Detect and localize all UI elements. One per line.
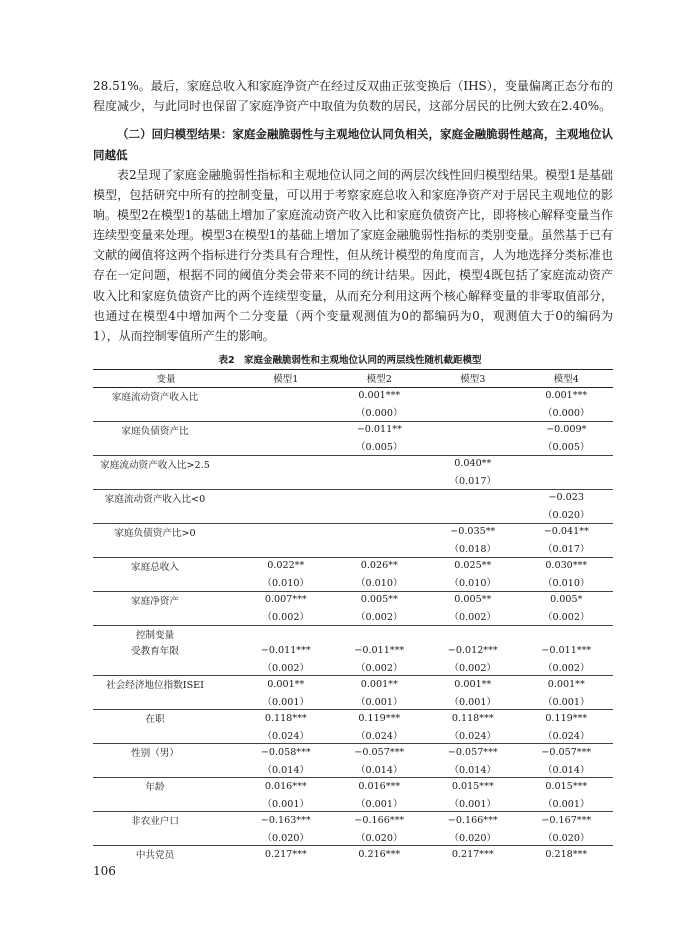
model-4-cell: （0.010） <box>542 578 590 590</box>
variable-cell: 中共党员 <box>93 846 239 863</box>
model-1-cell <box>239 421 333 438</box>
variable-cell <box>93 693 239 710</box>
model-1-cell: 0.016*** <box>239 778 333 795</box>
model-1-cell: 0.001** <box>239 676 333 693</box>
model-2-cell: （0.002） <box>355 662 403 674</box>
variable-cell: 社会经济地位指数ISEI <box>93 676 239 693</box>
model-4-cell <box>520 625 614 642</box>
table-row <box>93 778 613 795</box>
model-3-cell: （0.001） <box>449 798 497 810</box>
model-3-cell: （0.001） <box>449 696 497 708</box>
model-3-cell: （0.002） <box>449 662 497 674</box>
model-4-cell: 0.001*** <box>545 390 588 402</box>
model-3-cell <box>426 438 520 455</box>
model-1-cell: （0.014） <box>262 764 310 776</box>
section-heading: （二）回归模型结果：家庭金融脆弱性与主观地位认同负相关，家庭金融脆弱性越高，主观地位认同越低 <box>93 127 613 162</box>
model-4-cell: −0.009* <box>520 421 614 438</box>
model-2-cell: 0.026** <box>333 557 427 574</box>
model-4-cell: 0.119*** <box>520 710 614 727</box>
variable-cell: 非农业户口 <box>93 812 239 829</box>
header-model-1: 模型1 <box>239 370 333 388</box>
variable-cell <box>93 574 239 591</box>
model-3-cell: （0.024） <box>449 730 497 742</box>
header-model-3: 模型3 <box>426 370 520 388</box>
table-row <box>93 574 613 591</box>
variable-cell <box>93 659 239 676</box>
table-row <box>93 642 613 659</box>
page-number: 106 <box>93 864 116 878</box>
model-1-cell: （0.002） <box>262 662 310 674</box>
model-1-cell <box>239 506 333 523</box>
model-3-cell: （0.020） <box>449 832 497 844</box>
model-4-cell: （0.024） <box>542 730 590 742</box>
variable-cell: 年龄 <box>93 778 239 795</box>
model-2-cell: 0.001*** <box>358 390 401 402</box>
table-row <box>93 761 613 778</box>
model-3-cell <box>426 404 520 421</box>
header-variable: 变量 <box>93 370 239 388</box>
header-model-4: 模型4 <box>520 370 614 388</box>
model-1-cell: （0.020） <box>262 832 310 844</box>
table-row <box>93 710 613 727</box>
table-row <box>93 812 613 829</box>
variable-cell <box>93 506 239 523</box>
variable-cell: 家庭负债资产比 <box>93 421 239 438</box>
paragraph-intro: 28.51%。最后，家庭总收入和家庭净资产在经过反双曲正弦变换后（IHS），变量偏离正态分布的程度减少，与此同时也保留了家庭净资产中取值为负数的居民，这部分居民的比例大致在2.40%。 <box>93 79 613 114</box>
model-3-cell: （0.010） <box>449 578 497 590</box>
table-row <box>93 557 613 574</box>
table-row <box>93 744 613 761</box>
model-2-cell <box>333 540 427 557</box>
table-row <box>93 727 613 744</box>
variable-cell: 控制变量 <box>93 625 239 642</box>
variable-cell <box>93 761 239 778</box>
model-2-cell: （0.001） <box>355 798 403 810</box>
model-2-cell: −0.011** <box>333 421 427 438</box>
model-2-cell: （0.010） <box>355 578 403 590</box>
model-3-cell <box>426 625 520 642</box>
table-row <box>93 693 613 710</box>
model-2-cell <box>333 455 427 472</box>
variable-cell <box>93 795 239 812</box>
model-4-cell: （0.005） <box>542 442 590 454</box>
model-2-cell: （0.014） <box>355 764 403 776</box>
model-4-cell: 0.030*** <box>520 557 614 574</box>
table-row <box>93 846 613 863</box>
model-2-cell: 0.005** <box>333 591 427 608</box>
variable-cell <box>93 472 239 489</box>
table-row <box>93 591 613 608</box>
model-4-cell: （0.001） <box>542 696 590 708</box>
model-4-cell: 0.001** <box>520 676 614 693</box>
model-2-cell: （0.002） <box>355 612 403 624</box>
model-2-cell: −0.011*** <box>354 644 405 656</box>
model-4-cell: −0.023 <box>520 489 614 506</box>
table-row <box>93 659 613 676</box>
table-row <box>93 523 613 540</box>
model-4-cell: −0.057*** <box>520 744 614 761</box>
model-3-cell: −0.166*** <box>426 812 520 829</box>
model-1-cell: （0.001） <box>262 696 310 708</box>
model-1-cell: 0.022** <box>239 557 333 574</box>
variable-cell <box>93 608 239 625</box>
variable-cell: 家庭总收入 <box>93 557 239 574</box>
table-row <box>93 438 613 455</box>
variable-cell <box>93 438 239 455</box>
model-4-cell: −0.167*** <box>520 812 614 829</box>
table-row <box>93 404 613 421</box>
variable-cell: 家庭负债资产比>0 <box>93 523 239 540</box>
model-3-cell: （0.002） <box>449 612 497 624</box>
model-3-cell <box>426 421 520 438</box>
model-3-cell: （0.018） <box>449 544 497 556</box>
model-4-cell: （0.017） <box>542 544 590 556</box>
table-row <box>93 608 613 625</box>
model-3-cell: 0.217*** <box>426 846 520 863</box>
model-2-cell: （0.005） <box>355 442 403 454</box>
model-2-cell <box>333 523 427 540</box>
model-4-cell: （0.014） <box>542 764 590 776</box>
model-3-cell <box>426 489 520 506</box>
model-3-cell: −0.057*** <box>426 744 520 761</box>
table-row <box>93 540 613 557</box>
model-4-cell: 0.015*** <box>520 778 614 795</box>
model-1-cell: （0.010） <box>262 578 310 590</box>
model-1-cell <box>239 387 333 404</box>
variable-cell: 受教育年限 <box>131 646 179 658</box>
model-4-cell: −0.041** <box>520 523 614 540</box>
table-body <box>93 387 613 863</box>
model-3-cell: −0.012*** <box>447 644 498 656</box>
model-2-cell <box>333 506 427 523</box>
table-header-row <box>93 370 613 388</box>
table-row <box>93 676 613 693</box>
model-4-cell: （0.000） <box>542 408 590 420</box>
model-2-cell: 0.001** <box>333 676 427 693</box>
model-2-cell: （0.000） <box>355 408 403 420</box>
model-4-cell: （0.002） <box>542 662 590 674</box>
variable-cell: 家庭流动资产收入比>2.5 <box>93 455 239 472</box>
model-4-cell: （0.020） <box>542 510 590 522</box>
table-row <box>93 455 613 472</box>
table-row <box>93 625 613 642</box>
model-3-cell <box>426 387 520 404</box>
model-4-cell <box>520 455 614 472</box>
model-1-cell <box>239 523 333 540</box>
model-1-cell <box>239 489 333 506</box>
model-1-cell: 0.217*** <box>239 846 333 863</box>
model-3-cell: 0.005** <box>426 591 520 608</box>
model-2-cell: 0.016*** <box>333 778 427 795</box>
model-2-cell: −0.166*** <box>333 812 427 829</box>
model-2-cell: （0.024） <box>355 730 403 742</box>
model-2-cell: 0.119*** <box>333 710 427 727</box>
variable-cell: 家庭流动资产收入比 <box>111 391 199 403</box>
model-1-cell <box>239 404 333 421</box>
model-1-cell: 0.118*** <box>239 710 333 727</box>
model-2-cell: −0.057*** <box>333 744 427 761</box>
model-2-cell: （0.001） <box>355 696 403 708</box>
model-2-cell <box>333 489 427 506</box>
table-row <box>93 387 613 404</box>
model-1-cell <box>239 472 333 489</box>
model-3-cell: （0.017） <box>449 476 497 488</box>
model-3-cell <box>426 506 520 523</box>
model-4-cell: −0.011*** <box>541 644 592 656</box>
model-1-cell: 0.007*** <box>239 591 333 608</box>
table-caption: 表2 家庭金融脆弱性和主观地位认同的两层线性随机截距模型 <box>218 355 482 366</box>
model-4-cell: （0.020） <box>542 832 590 844</box>
table-row <box>93 795 613 812</box>
model-1-cell <box>239 438 333 455</box>
model-3-cell: （0.014） <box>449 764 497 776</box>
model-3-cell: 0.001** <box>426 676 520 693</box>
model-1-cell: （0.002） <box>262 612 310 624</box>
model-3-cell: −0.035** <box>426 523 520 540</box>
variable-cell <box>93 727 239 744</box>
table-row <box>93 472 613 489</box>
variable-cell: 性别（男） <box>93 744 239 761</box>
model-1-cell: （0.024） <box>262 730 310 742</box>
model-3-cell: 0.040** <box>426 455 520 472</box>
header-model-2: 模型2 <box>333 370 427 388</box>
model-1-cell: （0.001） <box>262 798 310 810</box>
variable-cell: 家庭流动资产收入比<0 <box>93 489 239 506</box>
variable-cell <box>93 829 239 846</box>
model-2-cell: （0.020） <box>355 832 403 844</box>
model-1-cell: −0.011*** <box>260 644 311 656</box>
model-4-cell: 0.218*** <box>520 846 614 863</box>
variable-cell <box>93 540 239 557</box>
table-row <box>93 506 613 523</box>
variable-cell: 在职 <box>93 710 239 727</box>
model-3-cell: 0.025** <box>426 557 520 574</box>
model-1-cell <box>239 540 333 557</box>
model-4-cell: 0.005* <box>520 591 614 608</box>
table-row <box>93 829 613 846</box>
model-1-cell <box>239 625 333 642</box>
model-1-cell: −0.058*** <box>239 744 333 761</box>
model-1-cell: −0.163*** <box>239 812 333 829</box>
paragraph-body: 表2呈现了家庭金融脆弱性指标和主观地位认同之间的两层次线性回归模型结果。模型1是基础模型，包括研究中所有的控制变量，可以用于考察家庭总收入和家庭净资产对于居民主观地位的影响。模型2在模型1的基础上增加了家庭流动资产收入比和家庭负债资产比，即将核心解释变量当作连续型变量来处理。模型3在模型1的基础上增加了家庭金融脆弱性指标的类别变量。虽然基于已有文献的阈值将这两个指标进行分类具有合理性，但从统计模型的角度而言，人为地选择分类标准也存在一定问题，根据不同的阈值分类会带来不同的统计结果。因此，模型4既包括了家庭流动资产收入比和家庭负债资产比的两个连续型变量，从而充分利用这两个核心解释变量的非零取值部分，也通过在模型4中增加两个二分变量（两个变量观测值为0的都编码为0，观测值大于0的编码为1），从而控制零值所产生的影响。 <box>93 168 613 343</box>
model-2-cell: 0.216*** <box>333 846 427 863</box>
table-row <box>93 489 613 506</box>
model-2-cell <box>333 472 427 489</box>
model-4-cell <box>520 472 614 489</box>
variable-cell: 家庭净资产 <box>93 591 239 608</box>
model-2-cell <box>333 625 427 642</box>
model-1-cell <box>239 455 333 472</box>
model-3-cell: 0.118*** <box>426 710 520 727</box>
model-3-cell: 0.015*** <box>426 778 520 795</box>
table-row <box>93 421 613 438</box>
model-4-cell: （0.001） <box>542 798 590 810</box>
regression-table <box>93 369 613 863</box>
model-4-cell: （0.002） <box>542 612 590 624</box>
variable-cell <box>93 404 239 421</box>
